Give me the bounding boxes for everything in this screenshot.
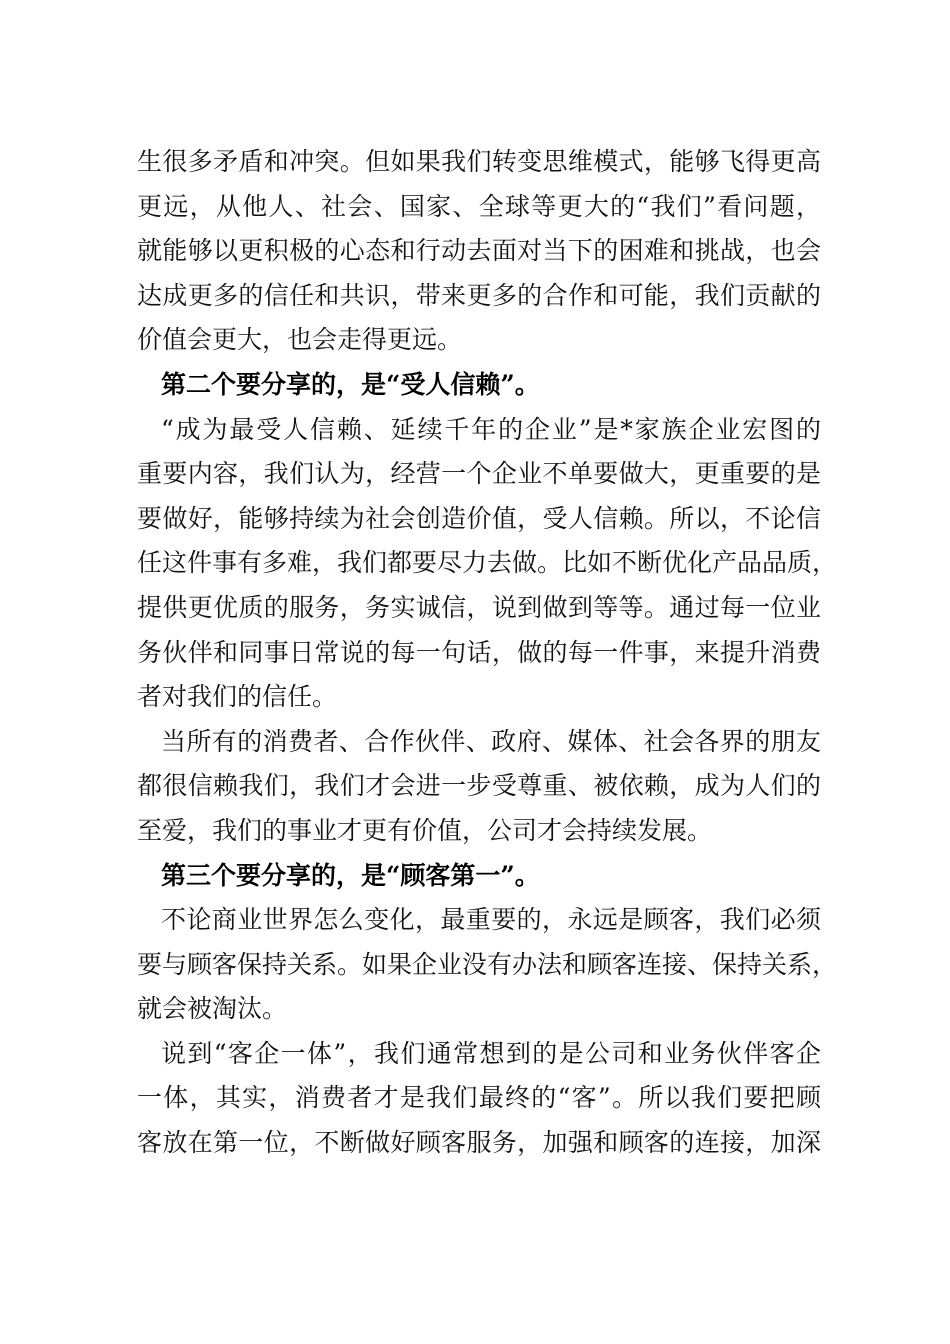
text-line: 说到“客企一体”，我们通常想到的是公司和业务伙伴客企 xyxy=(161,1038,821,1068)
text-line: 第二个要分享的，是“受人信赖”。 xyxy=(161,369,540,399)
text-line: 至爱，我们的事业才更有价值，公司才会持续发展。 xyxy=(137,815,713,845)
section-heading xyxy=(137,854,821,899)
paragraph xyxy=(137,1032,821,1166)
paragraph xyxy=(137,140,821,363)
text-line: 都很信赖我们，我们才会进一步受尊重、被依赖，成为人们的 xyxy=(137,771,821,801)
section-heading xyxy=(137,363,821,408)
text-line: 者对我们的信任。 xyxy=(137,682,338,712)
document-page xyxy=(137,140,838,1166)
text-line: 生很多矛盾和冲突。但如果我们转变思维模式，能够飞得更高 xyxy=(137,147,821,176)
text-line: 就会被淘汰。 xyxy=(137,994,288,1024)
text-line: 价值会更大，也会走得更远。 xyxy=(137,325,463,355)
text-line: 当所有的消费者、合作伙伴、政府、媒体、社会各界的朋友 xyxy=(161,726,821,756)
text-line: “成为最受人信赖、延续千年的企业”是*家族企业宏图的 xyxy=(161,414,821,444)
paragraph xyxy=(137,408,838,720)
paragraph xyxy=(137,898,838,1032)
text-line: 更远，从他人、社会、国家、全球等更大的“我们”看问题， xyxy=(137,191,821,221)
text-line: 不论商业世界怎么变化，最重要的，永远是顾客，我们必须 xyxy=(161,905,821,935)
text-line: 要与顾客保持关系。如果企业没有办法和顾客连接、保持关系， xyxy=(137,949,838,979)
text-line: 第三个要分享的，是“顾客第一”。 xyxy=(161,860,540,890)
paragraph xyxy=(137,720,821,854)
text-line: 重要内容，我们认为，经营一个企业不单要做大，更重要的是 xyxy=(137,459,821,489)
text-line: 达成更多的信任和共识，带来更多的合作和可能，我们贡献的 xyxy=(137,280,821,310)
text-line: 务伙伴和同事日常说的每一句话，做的每一件事，来提升消费 xyxy=(137,637,821,667)
text-line: 提供更优质的服务，务实诚信，说到做到等等。通过每一位业 xyxy=(137,592,821,622)
text-line: 要做好，能够持续为社会创造价值，受人信赖。所以，不论信 xyxy=(137,503,821,533)
text-line: 就能够以更积极的心态和行动去面对当下的困难和挑战，也会 xyxy=(137,236,821,266)
text-line: 一体，其实，消费者才是我们最终的“客”。所以我们要把顾 xyxy=(137,1083,821,1113)
text-line: 任这件事有多难，我们都要尽力去做。比如不断优化产品品质， xyxy=(137,548,838,578)
text-line: 客放在第一位，不断做好顾客服务，加强和顾客的连接，加深 xyxy=(137,1128,821,1158)
